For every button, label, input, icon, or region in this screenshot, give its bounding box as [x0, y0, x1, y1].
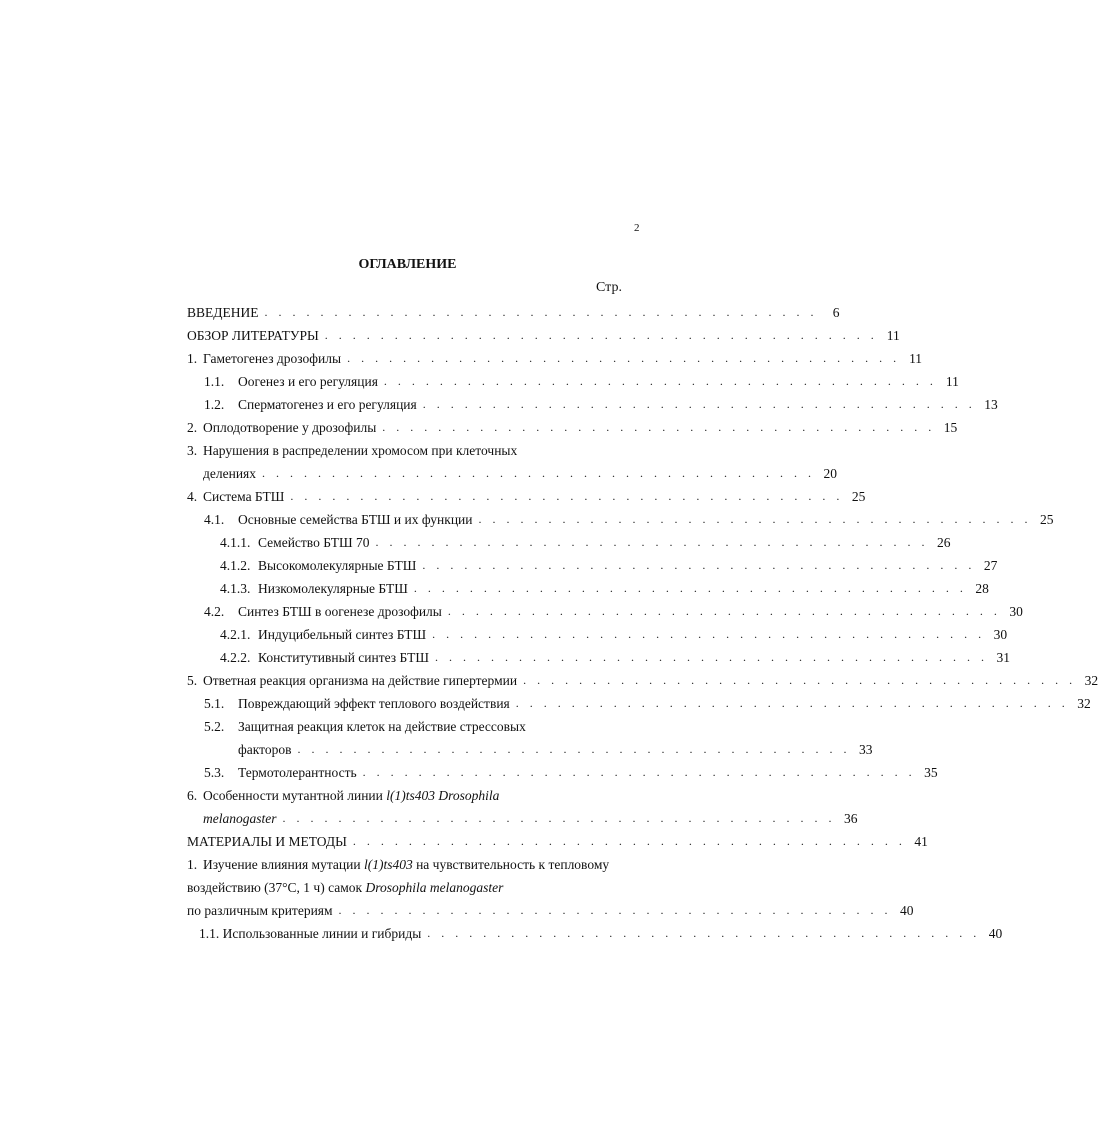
toc-entry-title-italic: Drosophila melanogaster [365, 880, 504, 895]
toc-leader-dots: . . . . . . . . . . . . . . . . . . . . . . . . . . . . . . . . . . . . . . . . [478, 512, 1028, 526]
toc-entry-number: 5. [187, 673, 198, 688]
toc-entry-title [187, 328, 319, 344]
toc-entry [220, 644, 1010, 666]
toc-entry-page: 41 [914, 834, 928, 849]
toc-entry-page: 6 [832, 305, 840, 320]
toc-entry-number: 4.1. [204, 512, 225, 527]
toc-entry [187, 874, 630, 896]
toc-entry-title [238, 397, 417, 413]
toc-entry-title-text: ВВЕДЕНИЕ [187, 305, 259, 320]
toc-entry [203, 460, 837, 482]
toc-entry [187, 897, 914, 919]
toc-entry-title-text: на чувствительность к тепловому [412, 857, 610, 872]
toc-entry-number: 4.1.2. [220, 558, 251, 573]
toc-entry-page: 13 [984, 397, 998, 412]
toc-entry [187, 828, 928, 850]
toc-leader-dots: . . . . . . . . . . . . . . . . . . . . . . . . . . . . . . . . . . . . . . . . [382, 420, 932, 434]
toc-entry-title [238, 742, 291, 758]
toc-entry [220, 621, 1008, 643]
toc-entry [187, 483, 866, 505]
toc-entry-number: 4.2. [204, 604, 225, 619]
toc-entry-title [187, 834, 347, 850]
toc-entry-page: 33 [858, 742, 873, 757]
toc-entry-title [203, 443, 517, 459]
toc-entry-number: 4.2.2. [220, 650, 251, 665]
toc-entry-title-text: ОБЗОР ЛИТЕРАТУРЫ [187, 328, 319, 343]
toc-entry-number: 1. [187, 857, 198, 872]
toc-leader-dots: . . . . . . . . . . . . . . . . . . . . . . . . . . . . . . . . . . . . . . . . [264, 305, 814, 319]
toc-entry-title-text: Повреждающий эффект теплового воздействия [238, 696, 510, 711]
toc-entry-title-text: Термотолерантность [238, 765, 357, 780]
toc-entry-title-text: 1.1. Использованные линии и гибриды [199, 926, 422, 941]
toc-leader-dots: . . . . . . . . . . . . . . . . . . . . . . . . . . . . . . . . . . . . . . . . [413, 581, 963, 595]
toc-entry-number: 1.1. [204, 374, 225, 389]
toc-entry-number: 5.3. [204, 765, 225, 780]
toc-entry [187, 345, 923, 367]
toc-leader-dots: . . . . . . . . . . . . . . . . . . . . . . . . . . . . . . . . . . . . . . . . [422, 558, 972, 572]
toc-entry-title-text: Гаметогенез дрозофилы [203, 351, 342, 366]
toc-entry [204, 368, 959, 390]
toc-entry [204, 690, 1091, 712]
toc-entry-title-text: Оплодотворение у дрозофилы [203, 420, 377, 435]
toc-entry-title [187, 880, 503, 896]
toc-entry-page: 26 [937, 535, 951, 550]
page-column-label: Стр. [596, 280, 622, 295]
toc-entry-page: 31 [996, 650, 1010, 665]
toc-entry [203, 805, 858, 827]
toc-leader-dots: . . . . . . . . . . . . . . . . . . . . . . . . . . . . . . . . . . . . . . . . [324, 328, 874, 342]
toc-entry [204, 759, 938, 781]
toc-leader-dots: . . . . . . . . . . . . . . . . . . . . . . . . . . . . . . . . . . . . . . . . [427, 926, 977, 940]
toc-leader-dots: . . . . . . . . . . . . . . . . . . . . . . . . . . . . . . . . . . . . . . . . [432, 627, 982, 641]
toc-entry-page: 36 [844, 811, 858, 826]
toc-leader-dots: . . . . . . . . . . . . . . . . . . . . . . . . . . . . . . . . . . . . . . . . [362, 765, 912, 779]
toc-entry [187, 667, 1098, 689]
toc-entry [220, 529, 951, 551]
toc-entry-number: 4. [187, 489, 198, 504]
toc-leader-dots: . . . . . . . . . . . . . . . . . . . . . . . . . . . . . . . . . . . . . . . . [375, 535, 925, 549]
toc-entry [238, 736, 873, 758]
toc-entry-title-text: МАТЕРИАЛЫ И МЕТОДЫ [187, 834, 347, 849]
toc-entry-number: 1. [187, 351, 198, 366]
toc-entry-title [238, 719, 526, 735]
toc-entry-number: 3. [187, 443, 198, 458]
toc-entry-title-text: Особенности мутантной линии [203, 788, 387, 803]
toc-entry-title-text: Сперматогенез и его регуляция [238, 397, 417, 412]
toc-entry-page: 32 [1084, 673, 1098, 688]
toc-entry-page: 40 [900, 903, 914, 918]
toc-leader-dots: . . . . . . . . . . . . . . . . . . . . . . . . . . . . . . . . . . . . . . . . [262, 466, 811, 480]
toc-entry [204, 713, 614, 735]
toc-entry-title [203, 788, 499, 804]
toc-entry-page: 25 [1040, 512, 1054, 527]
toc-entry-title [258, 558, 416, 574]
toc-entry-page: 11 [909, 351, 923, 366]
toc-entry-title-text: Высокомолекулярные БТШ [258, 558, 417, 573]
toc-entry-title [238, 696, 510, 712]
toc-entry-page: 11 [886, 328, 900, 343]
toc-entry-title-text: Низкомолекулярные БТШ [258, 581, 408, 596]
toc-entry [187, 851, 630, 873]
toc-entry [187, 782, 614, 804]
toc-entry-title [187, 305, 258, 321]
toc-entry-number: 1.2. [204, 397, 225, 412]
toc-entry-number: 4.1.1. [220, 535, 251, 550]
toc-entry-title-text: Конститутивный синтез БТШ [258, 650, 429, 665]
toc-entry-page: 35 [924, 765, 938, 780]
toc-entry-page: 25 [851, 489, 866, 504]
toc-entry [187, 437, 614, 459]
toc-leader-dots: . . . . . . . . . . . . . . . . . . . . . . . . . . . . . . . . . . . . . . . . [338, 903, 888, 917]
toc-entry-title-text: Основные семейства БТШ и их функции [238, 512, 473, 527]
toc-entry-title-text: Синтез БТШ в оогенезе дрозофилы [238, 604, 442, 619]
toc-entry-title-text: факторов [238, 742, 292, 757]
toc-entry-page: 30 [993, 627, 1008, 642]
toc-entry [204, 506, 1054, 528]
toc-entry-page: 20 [823, 466, 837, 481]
toc-entry-number: 4.1.3. [220, 581, 251, 596]
toc-entry-title [203, 466, 256, 482]
toc-leader-dots: . . . . . . . . . . . . . . . . . . . . . . . . . . . . . . . . . . . . . . . . [383, 374, 933, 388]
toc-leader-dots: . . . . . . . . . . . . . . . . . . . . . . . . . . . . . . . . . . . . . . . . [347, 351, 897, 365]
toc-entry-title-text: Нарушения в распределении хромосом при клеточных [203, 443, 518, 458]
toc-entry-number: 4.2.1. [220, 627, 251, 642]
toc-entry-title [199, 926, 421, 942]
toc-entry [199, 920, 1003, 942]
toc-entry-number: 2. [187, 420, 198, 435]
toc-leader-dots: . . . . . . . . . . . . . . . . . . . . . . . . . . . . . . . . . . . . . . . . [434, 650, 984, 664]
toc-entry-title [238, 604, 442, 620]
toc-leader-dots: . . . . . . . . . . . . . . . . . . . . . . . . . . . . . . . . . . . . . . . . [422, 397, 972, 411]
toc-entry-page: 28 [975, 581, 989, 596]
toc-entry-title [258, 650, 429, 666]
toc-entry-title [258, 535, 370, 551]
toc-entry [204, 598, 1023, 620]
toc-entry [187, 414, 958, 436]
toc-entry-title-text: по различным критериям [187, 903, 333, 918]
toc-entry-page: 27 [983, 558, 998, 573]
toc-entry-title [203, 351, 341, 367]
toc-entry [187, 322, 900, 344]
toc-entry-title-text: Система БТШ [203, 489, 285, 504]
toc-leader-dots: . . . . . . . . . . . . . . . . . . . . . . . . . . . . . . . . . . . . . . . . [297, 742, 847, 756]
toc-leader-dots: . . . . . . . . . . . . . . . . . . . . . . . . . . . . . . . . . . . . . . . . [523, 673, 1073, 687]
toc-entry-title [258, 627, 426, 643]
toc-entry-title [203, 673, 517, 689]
page-title: ОГЛАВЛЕНИЕ [358, 257, 457, 272]
toc-entry-title-text: Индуцибельный синтез БТШ [258, 627, 427, 642]
toc-leader-dots: . . . . . . . . . . . . . . . . . . . . . . . . . . . . . . . . . . . . . . . . [352, 834, 902, 848]
toc-entry-title-italic: melanogaster [203, 811, 277, 826]
toc-entry-title-text: Оогенез и его регуляция [238, 374, 378, 389]
toc-entry [220, 575, 989, 597]
toc-entry-title-text: Ответная реакция организма на действие гипертермии [203, 673, 518, 688]
toc-leader-dots: . . . . . . . . . . . . . . . . . . . . . . . . . . . . . . . . . . . . . . . . [290, 489, 840, 503]
toc-entry-title-italic: l(1)ts403 [363, 857, 413, 872]
toc-entry-title [238, 512, 473, 528]
toc-entry-page: 15 [943, 420, 958, 435]
toc-entry-title-text: воздействию (37°С, 1 ч) самок [187, 880, 366, 895]
toc-entry-title-text: Защитная реакция клеток на действие стрессовых [238, 719, 526, 734]
toc-entry-title [238, 374, 378, 390]
toc-entry-number: 5.1. [204, 696, 225, 711]
toc-leader-dots: . . . . . . . . . . . . . . . . . . . . . . . . . . . . . . . . . . . . . . . . [282, 811, 832, 825]
toc-entry-page: 32 [1077, 696, 1091, 711]
toc-entry-title-text: Семейство БТШ 70 [258, 535, 370, 550]
toc-entry-title [203, 420, 376, 436]
toc-entry-title [187, 903, 333, 919]
toc-entry-title-text: Изучение влияния мутации [203, 857, 364, 872]
toc-leader-dots: . . . . . . . . . . . . . . . . . . . . . . . . . . . . . . . . . . . . . . . . [447, 604, 997, 618]
toc-entry-title-text: делениях [203, 466, 256, 481]
toc-entry-number: 5.2. [204, 719, 225, 734]
toc-entry-title-italic: l(1)ts403 Drosophila [386, 788, 500, 803]
toc-entry-title [258, 581, 408, 597]
toc-entry [204, 391, 998, 413]
toc-entry [187, 299, 840, 321]
toc-entry-title [203, 489, 284, 505]
toc-entry-page: 40 [988, 926, 1003, 941]
toc-entry-page: 11 [945, 374, 959, 389]
toc-entry-title [203, 811, 277, 827]
toc-entry-page: 30 [1009, 604, 1023, 619]
toc-entry-title [203, 857, 609, 873]
toc-entry-number: 6. [187, 788, 198, 803]
toc-entry [220, 552, 998, 574]
toc-leader-dots: . . . . . . . . . . . . . . . . . . . . . . . . . . . . . . . . . . . . . . . . [515, 696, 1065, 710]
page-number: 2 [634, 222, 640, 234]
toc-entry-title [238, 765, 357, 781]
